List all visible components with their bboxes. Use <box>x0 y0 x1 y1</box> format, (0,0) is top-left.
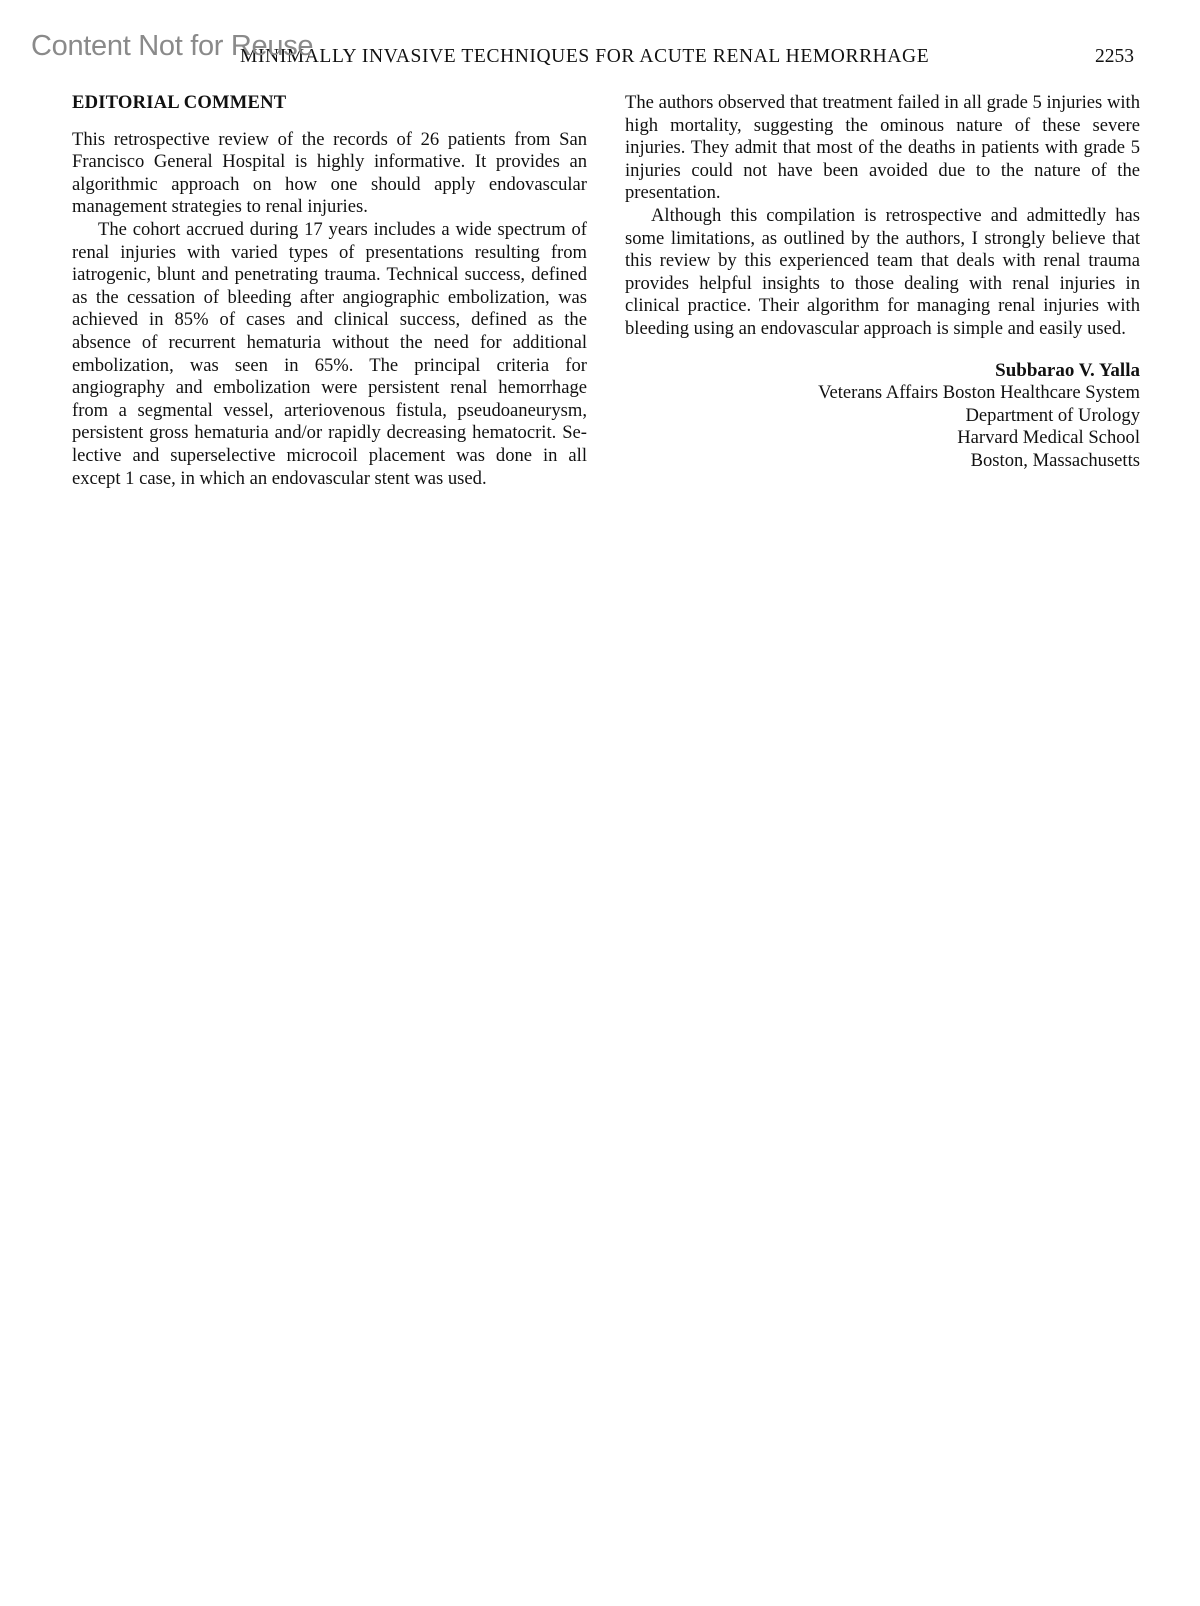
running-title: MINIMALLY INVASIVE TECHNIQUES FOR ACUTE RENAL HEMORRHAGE <box>240 46 930 67</box>
paragraph-1: This retrospective review of the records of 26 patients from San Francisco General Hospital is highly informative. It provides an algorithmic approach on how one should apply endovascular management strategies to renal injuries. <box>72 128 587 218</box>
watermark-text: Content Not for Reuse <box>31 30 314 62</box>
affiliation-line: Department of Urology <box>965 404 1140 426</box>
left-column <box>72 92 587 490</box>
affiliation-line: Harvard Medical School <box>957 427 1140 449</box>
page-number: 2253 <box>1095 46 1134 67</box>
paragraph-3: The authors observed that treatment failed in all grade 5 injuries with high mortality, suggesting the ominous nature of these severe injuries. They admit that most of the deaths in patients with grade 5 injuries could not have been avoided due to the nature of the presentation. <box>625 92 1140 204</box>
right-column <box>625 92 1140 473</box>
paragraph-2: The cohort accrued during 17 years includes a wide spectrum of renal injuries with varied types of presentations resulting from iatrogenic, blunt and penetrating trauma. Technical success, defined as the cessation of bleeding after angiographic embolization, was achieved in 85% of cases and clinical success, defined as the absence of recurrent hematuria without the need for additional embolization, was seen in 65%. The principal criteria for angiography and embolization were persistent renal hemorrhage from a segmental vessel, arteriovenous fistula, pseudoaneurysm, persistent gross hematuria and/or rapidly decreasing hematocrit. Selective and superselective microcoil placement was done in all except 1 case, in which an endovascular stent was used. <box>72 218 587 489</box>
signature-block <box>625 360 1140 473</box>
paragraph-4: Although this compilation is retrospective and admittedly has some limitations, as outlined by the authors, I strongly believe that this review by this experienced team that deals with renal trauma provides helpful insights to those dealing with renal injuries in clinical practice. Their algorithm for managing renal injuries with bleeding using an endovascular approach is simple and easily used. <box>625 204 1140 339</box>
affiliation-line: Veterans Affairs Boston Healthcare System <box>818 382 1140 404</box>
affiliation-line: Boston, Massachusetts <box>970 449 1140 471</box>
author-name: Subbarao V. Yalla <box>995 359 1140 381</box>
section-heading: EDITORIAL COMMENT <box>72 92 287 113</box>
